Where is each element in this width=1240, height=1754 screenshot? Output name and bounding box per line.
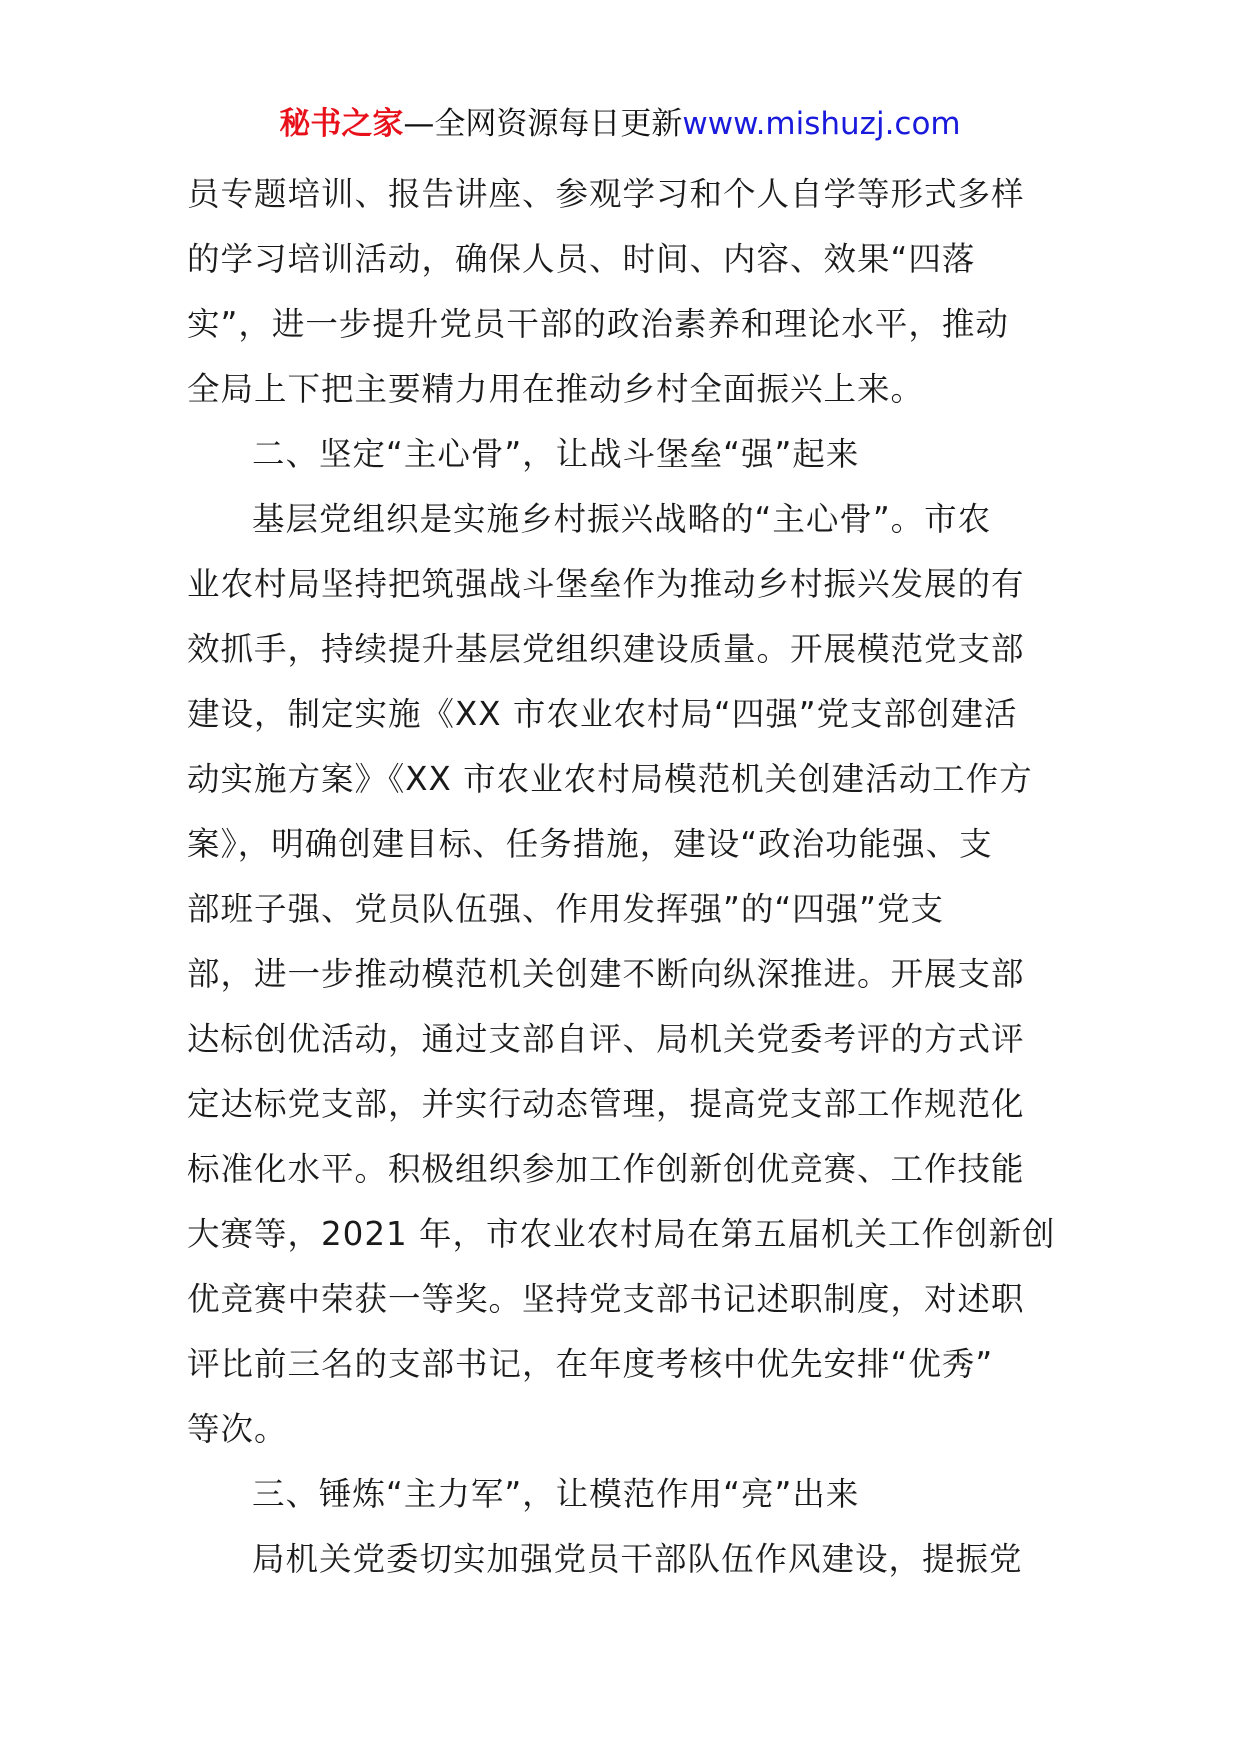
text-line: 业农村局坚持把筑强战斗堡垒作为推动乡村振兴发展的有	[187, 565, 1025, 603]
text-line: 优竞赛中荣获一等奖。坚持党支部书记述职制度，对述职	[187, 1280, 1025, 1318]
text-line: 全局上下把主要精力用在推动乡村全面振兴上来。	[187, 370, 925, 408]
text-line: 达标创优活动，通过支部自评、局机关党委考评的方式评	[187, 1020, 1025, 1058]
brand-name: 秘书之家	[279, 106, 404, 142]
text-line: 定达标党支部，并实行动态管理，提高党支部工作规范化	[187, 1085, 1025, 1123]
text-line: 的学习培训活动，确保人员、时间、内容、效果“四落	[187, 240, 976, 278]
site-url: www.mishuzj.com	[682, 106, 961, 142]
text-line: 局机关党委切实加强党员干部队伍作风建设，提振党	[252, 1540, 1023, 1578]
text-line: 动实施方案》《XX 市农业农村局模范机关创建活动工作方	[187, 760, 1033, 798]
text-line: 部班子强、党员队伍强、作用发挥强”的“四强”党支	[187, 890, 945, 928]
text-line: 部，进一步推动模范机关创建不断向纵深推进。开展支部	[187, 955, 1025, 993]
section-heading: 三、锤炼“主力军”，让模范作用“亮”出来	[252, 1475, 860, 1513]
text-line: 效抓手，持续提升基层党组织建设质量。开展模范党支部	[187, 630, 1025, 668]
text-line: 员专题培训、报告讲座、参观学习和个人自学等形式多样	[187, 175, 1025, 213]
document-body	[187, 162, 1059, 1592]
text-line: 实”，进一步提升党员干部的政治素养和理论水平，推动	[187, 305, 1009, 343]
text-line: 评比前三名的支部书记，在年度考核中优先安排“优秀”	[187, 1345, 994, 1383]
text-line: 大赛等，2021 年，市农业农村局在第五届机关工作创新创	[187, 1215, 1056, 1253]
text-line: 案》，明确创建目标、任务措施，建设“政治功能强、支	[187, 825, 993, 863]
page-header	[0, 102, 1240, 146]
text-line: 标准化水平。积极组织参加工作创新创优竞赛、工作技能	[187, 1150, 1025, 1188]
text-line: 基层党组织是实施乡村振兴战略的“主心骨”。市农	[252, 500, 992, 538]
section-heading: 二、坚定“主心骨”，让战斗堡垒“强”起来	[252, 435, 860, 473]
header-slogan: —全网资源每日更新	[403, 106, 683, 142]
text-line: 建设，制定实施《XX 市农业农村局“四强”党支部创建活	[187, 695, 1018, 733]
text-line: 等次。	[187, 1410, 288, 1448]
